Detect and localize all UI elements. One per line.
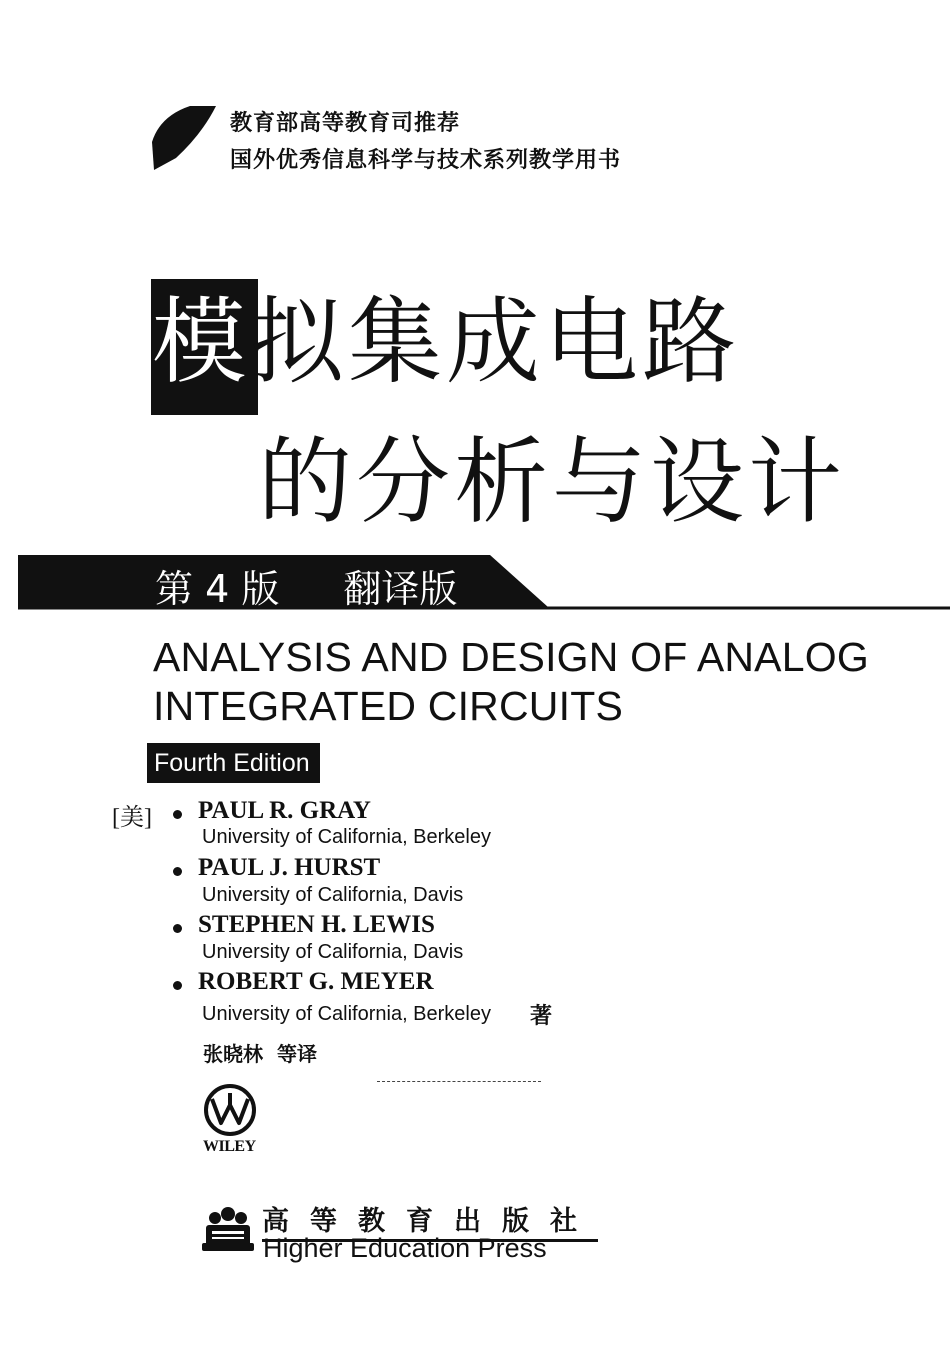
translator-name: 张晓林 — [203, 1042, 263, 1066]
author-affiliation: University of California, Berkeley — [202, 826, 491, 848]
author-name: STEPHEN H. LEWIS — [198, 911, 435, 938]
author-bullet — [173, 867, 182, 876]
author-bullet — [173, 810, 182, 819]
publisher-logo-icon — [200, 1205, 256, 1255]
wiley-wordmark: WILEY — [203, 1138, 256, 1155]
authored-mark: 著 — [530, 1004, 553, 1029]
divider-line — [377, 1081, 541, 1082]
author-bullet — [173, 924, 182, 933]
title-cn-line1-rest: 拟集成电路 — [250, 288, 741, 397]
edition-tag: Fourth Edition — [147, 743, 320, 783]
title-cn-first-char: 模 — [152, 288, 251, 397]
wiley-logo-icon — [200, 1083, 260, 1139]
author-affiliation: University of California, Davis — [202, 941, 464, 963]
country-mark: [美] — [112, 805, 152, 831]
translator-line — [203, 1038, 317, 1067]
title-cn-line2: 的分析与设计 — [258, 428, 847, 537]
author-name: ROBERT G. MEYER — [198, 968, 434, 995]
title-en-line1: ANALYSIS AND DESIGN OF ANALOG — [153, 634, 869, 680]
series-name: 国外优秀信息科学与技术系列教学用书 — [230, 148, 622, 173]
author-affiliation: University of California, Davis — [202, 884, 464, 906]
author-bullet — [173, 981, 182, 990]
translator-role: 等译 — [277, 1042, 317, 1066]
edition-number: 第 4 版 — [155, 567, 280, 611]
author-affiliation: University of California, Berkeley — [202, 1003, 491, 1025]
translated-edition: 翻译版 — [343, 567, 458, 611]
title-cn-line1 — [152, 288, 741, 397]
author-name: PAUL J. HURST — [198, 854, 381, 881]
author-name: PAUL R. GRAY — [198, 797, 371, 824]
title-en-line2: INTEGRATED CIRCUITS — [153, 683, 623, 729]
publisher-name-en: Higher Education Press — [263, 1233, 547, 1263]
series-recommendation: 教育部高等教育司推荐 — [230, 111, 461, 136]
series-logo-icon — [150, 104, 218, 172]
edition-banner-text — [155, 558, 457, 613]
publisher-name-cn: 高等教育出版社 — [262, 1199, 598, 1242]
